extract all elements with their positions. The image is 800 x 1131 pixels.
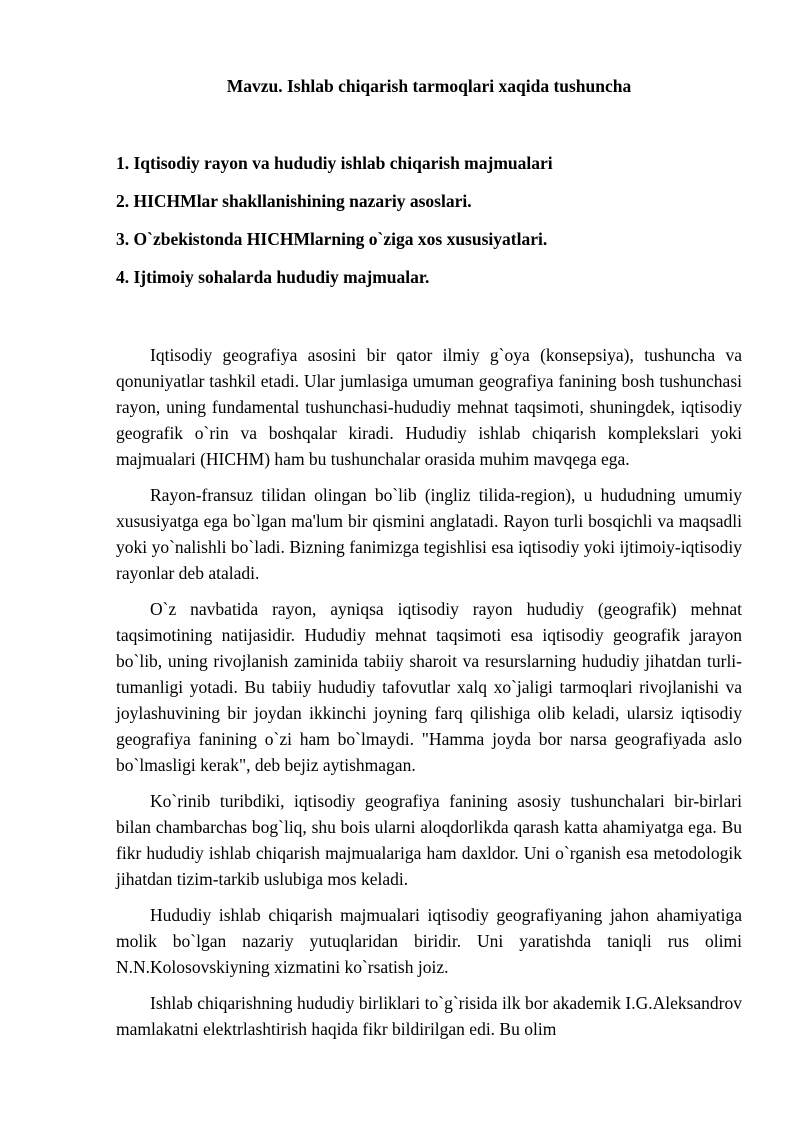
body-paragraph: Ko`rinib turibdiki, iqtisodiy geografiya fanining asosiy tushunchalari bir-birlari bilan chambarchas bog`liq, shu bois ularni aloqdorlikda qarash katta ahamiyatga ega. Bu fikr hududiy ishlab chiqarish majmualariga ham daxldor. Uni o`rganish esa metodologik jihatdan tizim-tarkib uslubiga mos keladi. [116, 791, 742, 889]
document-body [116, 342, 742, 1052]
topic-outline [116, 151, 756, 303]
body-paragraph: O`z navbatida rayon, ayniqsa iqtisodiy rayon hududiy (geografik) mehnat taqsimotining natijasidir. Hududiy mehnat taqsimoti esa iqtisodiy geografik jarayon bo`lib, uning rivojlanish zaminida tabiiy sharoit va resurslarning hududiy jihatdan turli-tumanligi yotadi. Bu tabiiy hududiy tafovutlar xalq xo`jaligi tarmoqlari rivojlanishi va joylashuvining bir joydan ikkinchi joyning farq qilishiga olib keladi, ularsiz iqtisodiy geografiya fanining o`zi ham bo`lmaydi. "Hamma joyda bor narsa geografiyada aslo bo`lmasligi kerak", deb bejiz aytishmagan. [116, 599, 742, 775]
outline-item: 1. Iqtisodiy rayon va hududiy ishlab chiqarish majmualari [116, 153, 553, 173]
body-paragraph: Hududiy ishlab chiqarish majmualari iqtisodiy geografiyaning jahon ahamiyatiga molik bo`lgan nazariy yutuqlaridan biridir. Uni yaratishda taniqli rus olimi N.N.Kolosovskiyning xizmatini ko`rsatish joiz. [116, 905, 742, 977]
outline-item: 4. Ijtimoiy sohalarda hududiy majmualar. [116, 267, 430, 287]
page-title: Mavzu. Ishlab chiqarish tarmoqlari xaqida tushuncha [226, 76, 632, 96]
outline-item: 2. HICHMlar shakllanishining nazariy asoslari. [116, 191, 472, 211]
body-paragraph: Iqtisodiy geografiya asosini bir qator ilmiy g`oya (konsepsiya), tushuncha va qonuniyatlar tashkil etadi. Ular jumlasiga umuman geografiya fanining bosh tushunchasi rayon, uning fundamental tushunchasi-hududiy mehnat taqsimoti, shuningdek, iqtisodiy geografik o`rin va boshqalar kiradi. Hududiy ishlab chiqarish komplekslari yoki majmualari (HICHM) ham bu tushunchalar orasida muhim mavqega ega. [116, 345, 742, 469]
body-paragraph: Rayon-fransuz tilidan olingan bo`lib (ingliz tilida-region), u hududning umumiy xususiyatga ega bo`lgan ma'lum bir qismini anglatadi. Rayon turli bosqichli va maqsadli yoki yo`nalishli bo`ladi. Bizning fanimizga tegishlisi esa iqtisodiy yoki ijtimoiy-iqtisodiy rayonlar deb ataladi. [116, 485, 742, 583]
outline-item: 3. O`zbekistonda HICHMlarning o`ziga xos xususiyatlari. [116, 229, 548, 249]
body-paragraph: Ishlab chiqarishning hududiy birliklari to`g`risida ilk bor akademik I.G.Aleksandrov mamlakatni elektrlashtirish haqida fikr bildirilgan edi. Bu olim [116, 993, 742, 1039]
